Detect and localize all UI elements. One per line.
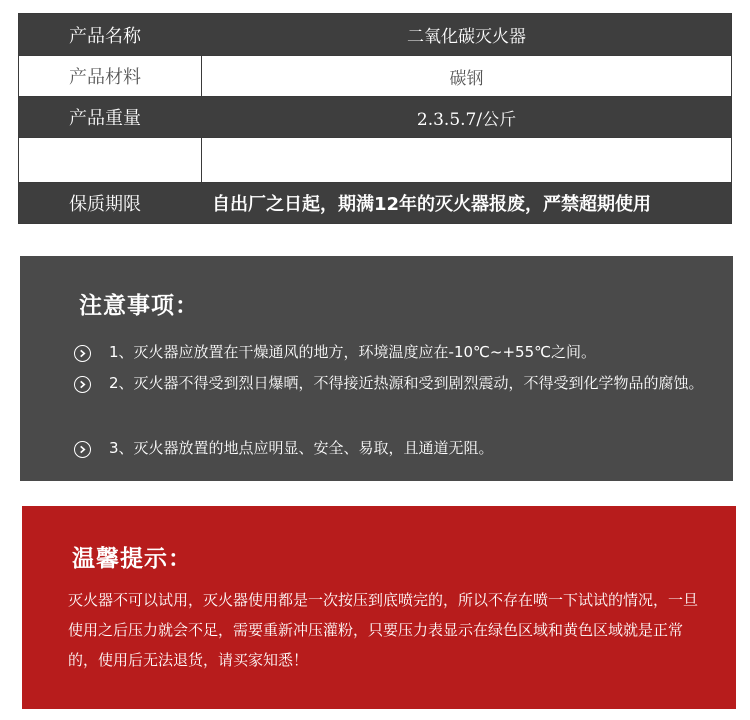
circle-arrow-right-icon xyxy=(74,376,91,393)
spec-row-empty xyxy=(19,138,731,183)
tips-title: 温馨提示： xyxy=(72,546,192,572)
spec-value: 二氧化碳灭火器 xyxy=(407,27,526,47)
spec-label xyxy=(19,138,202,182)
product-spec-table xyxy=(18,13,732,224)
spec-row-shelf-life xyxy=(19,183,731,223)
spec-row-material xyxy=(19,56,731,97)
spec-label: 产品材料 xyxy=(19,56,202,96)
spec-row-name xyxy=(19,14,731,56)
spec-label: 产品名称 xyxy=(19,14,202,55)
notice-item xyxy=(74,433,724,464)
tips-box xyxy=(22,506,736,709)
spec-label: 保质期限 xyxy=(19,183,202,223)
notice-item-text: 2、灭火器不得受到烈日爆晒，不得接近热源和受到剧烈震动，不得受到化学物品的腐蚀。 xyxy=(109,374,704,392)
spec-value xyxy=(202,138,731,182)
spec-value: 自出厂之日起，期满12年的灭火器报废，严禁超期使用 xyxy=(212,194,652,215)
spec-value: 碳钢 xyxy=(449,68,484,89)
notice-box xyxy=(20,256,733,481)
notice-item xyxy=(74,337,724,368)
notice-item-text: 1、灭火器应放置在干燥通风的地方，环境温度应在-10℃~+55℃之间。 xyxy=(109,343,596,361)
spec-row-weight xyxy=(19,97,731,138)
tips-body: 灭火器不可以试用，灭火器使用都是一次按压到底喷完的，所以不存在喷一下试试的情况，一旦使用之后压力就会不足，需要重新冲压灌粉，只要压力表显示在绿色区域和黄色区域就是正常的，使用后无法退货，请买家知悉！ xyxy=(68,591,699,669)
notice-item-text: 3、灭火器放置的地点应明显、安全、易取，且通道无阻。 xyxy=(109,439,494,457)
circle-arrow-right-icon xyxy=(74,345,91,362)
spec-label: 产品重量 xyxy=(19,97,202,137)
notice-title: 注意事项： xyxy=(79,293,199,319)
circle-arrow-right-icon xyxy=(74,441,91,458)
notice-item xyxy=(74,368,724,399)
spec-value: 2.3.5.7/公斤 xyxy=(416,109,517,130)
